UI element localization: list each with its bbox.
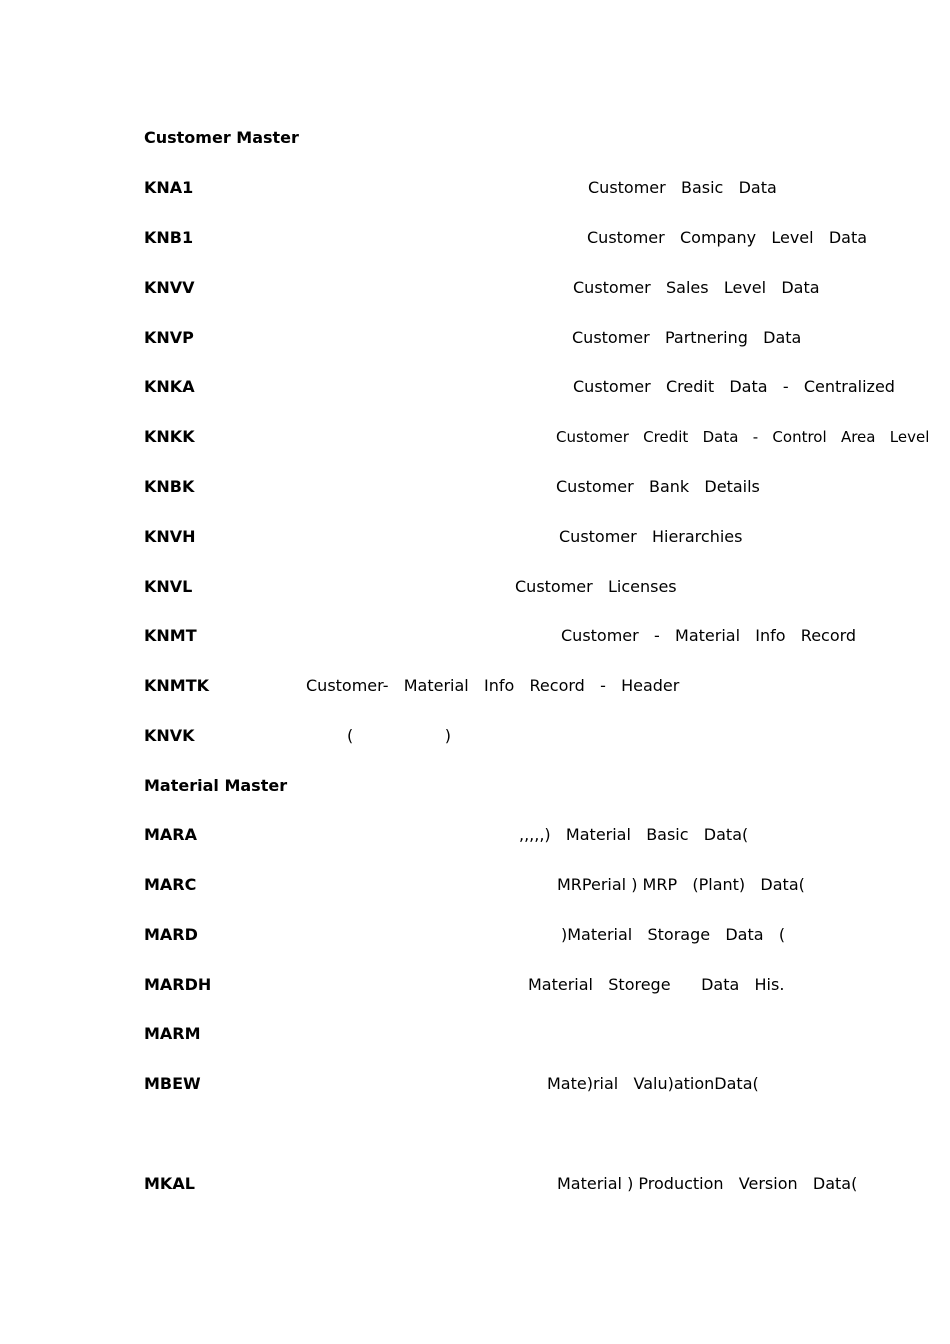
table-description: Customer Partnering Data (572, 328, 802, 347)
section-title-customer-master: Customer Master (144, 128, 299, 147)
table-description: Customer Company Level Data (587, 228, 868, 247)
table-description: Material ) Production Version Data( (557, 1174, 858, 1193)
table-code: KNVH (144, 527, 196, 546)
table-description: Customer - Material Info Record (561, 626, 857, 645)
table-description: ( ) (347, 726, 452, 745)
table-description: Customer Credit Data - Control Area Level (556, 428, 930, 446)
table-description: Customer Hierarchies (559, 527, 743, 546)
table-description: Material Storege Data His. (528, 975, 785, 994)
table-description: Customer Sales Level Data (573, 278, 820, 297)
table-code: KNBK (144, 477, 195, 496)
table-code: MBEW (144, 1074, 201, 1093)
table-description: MRPerial ) MRP (Plant) Data( (557, 875, 805, 894)
table-code: KNKK (144, 427, 195, 446)
table-code: KNVV (144, 278, 195, 297)
table-code: KNKA (144, 377, 195, 396)
table-description: Customer Licenses (515, 577, 677, 596)
table-code: MARA (144, 825, 198, 844)
table-code: KNMTK (144, 676, 210, 695)
section-title-material-master: Material Master (144, 776, 288, 795)
table-code: MARC (144, 875, 197, 894)
table-description: Customer- Material Info Record - Header (306, 676, 680, 695)
table-code: KNVP (144, 328, 194, 347)
table-code: KNVK (144, 726, 195, 745)
table-description: Customer Credit Data - Centralized (573, 377, 895, 396)
table-description: Customer Bank Details (556, 477, 760, 496)
table-code: KNMT (144, 626, 197, 645)
table-code: MARM (144, 1024, 201, 1043)
table-code: MKAL (144, 1174, 195, 1193)
table-code: KNB1 (144, 228, 194, 247)
table-code: MARD (144, 925, 198, 944)
table-description: )Material Storage Data ( (561, 925, 786, 944)
table-description: Mate)rial Valu)ationData( (547, 1074, 759, 1093)
table-description: Customer Basic Data (588, 178, 777, 197)
table-code: MARDH (144, 975, 212, 994)
table-code: KNA1 (144, 178, 194, 197)
table-description: ,,,,,) Material Basic Data( (519, 825, 749, 844)
table-code: KNVL (144, 577, 193, 596)
